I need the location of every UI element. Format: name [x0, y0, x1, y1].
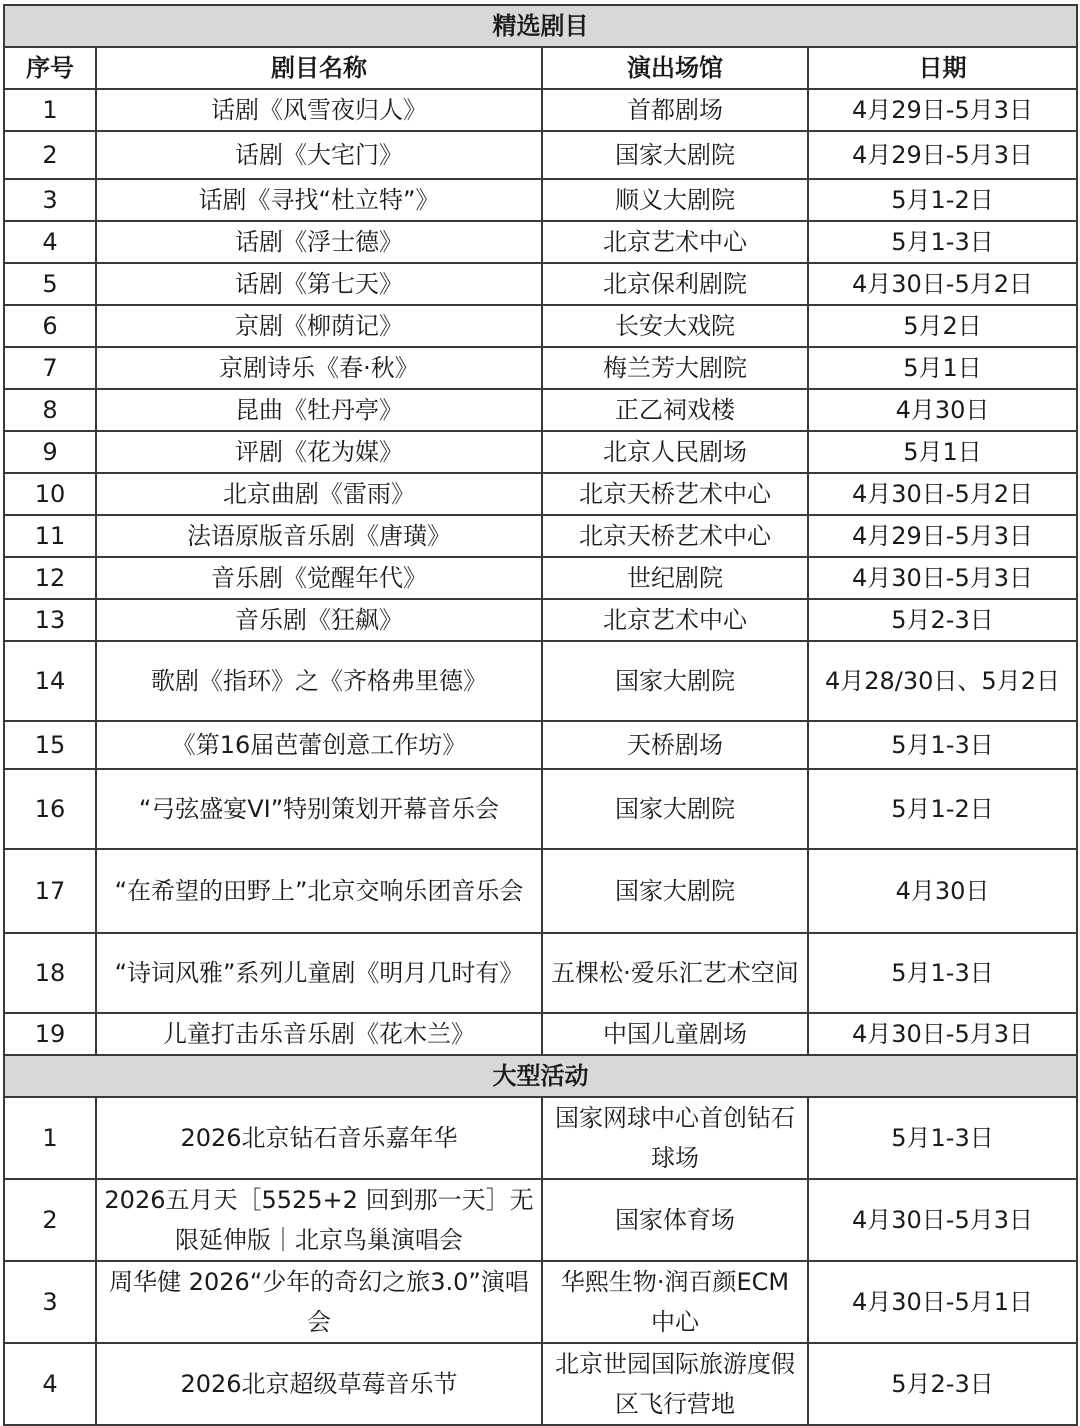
cell-no: 16 [4, 769, 96, 849]
cell-no: 12 [4, 557, 96, 599]
table-row [4, 221, 1077, 263]
table-row [4, 305, 1077, 347]
table-row [4, 599, 1077, 641]
cell-venue: 北京天桥艺术中心 [542, 473, 808, 515]
cell-no: 9 [4, 431, 96, 473]
cell-name: 周华健 2026“少年的奇幻之旅3.0”演唱会 [96, 1261, 542, 1343]
header-no: 序号 [4, 47, 96, 89]
cell-venue: 华熙生物·润百颜ECM中心 [542, 1261, 808, 1343]
section-title-row [4, 5, 1077, 47]
cell-venue: 首都剧场 [542, 89, 808, 131]
cell-name: 法语原版音乐剧《唐璜》 [96, 515, 542, 557]
table-row [4, 263, 1077, 305]
cell-date: 4月29日-5月3日 [808, 515, 1077, 557]
cell-venue: 北京艺术中心 [542, 599, 808, 641]
cell-name: 2026五月天［5525+2 回到那一天］无限延伸版｜北京鸟巢演唱会 [96, 1179, 542, 1261]
cell-name: 京剧诗乐《春·秋》 [96, 347, 542, 389]
cell-venue: 国家大剧院 [542, 641, 808, 721]
table-row [4, 431, 1077, 473]
table-row [4, 347, 1077, 389]
cell-no: 19 [4, 1013, 96, 1055]
cell-no: 8 [4, 389, 96, 431]
cell-name: 昆曲《牡丹亭》 [96, 389, 542, 431]
cell-no: 4 [4, 1343, 96, 1425]
table-row [4, 1097, 1077, 1179]
table-row [4, 515, 1077, 557]
cell-date: 4月30日-5月3日 [808, 1179, 1077, 1261]
table-row [4, 89, 1077, 131]
table-row [4, 721, 1077, 769]
section-title-row [4, 1055, 1077, 1097]
cell-date: 4月30日 [808, 389, 1077, 431]
cell-name: 歌剧《指环》之《齐格弗里德》 [96, 641, 542, 721]
cell-date: 5月2日 [808, 305, 1077, 347]
cell-date: 4月30日-5月2日 [808, 473, 1077, 515]
cell-date: 5月1-3日 [808, 1097, 1077, 1179]
cell-name: 北京曲剧《雷雨》 [96, 473, 542, 515]
cell-name: 话剧《大宅门》 [96, 131, 542, 179]
cell-venue: 北京人民剧场 [542, 431, 808, 473]
cell-no: 10 [4, 473, 96, 515]
cell-no: 15 [4, 721, 96, 769]
cell-venue: 国家大剧院 [542, 131, 808, 179]
cell-no: 3 [4, 1261, 96, 1343]
cell-no: 17 [4, 849, 96, 933]
cell-venue: 梅兰芳大剧院 [542, 347, 808, 389]
cell-date: 4月29日-5月3日 [808, 89, 1077, 131]
cell-venue: 国家网球中心首创钻石球场 [542, 1097, 808, 1179]
cell-date: 4月30日-5月3日 [808, 557, 1077, 599]
cell-venue: 长安大戏院 [542, 305, 808, 347]
cell-name: 京剧《柳荫记》 [96, 305, 542, 347]
cell-venue: 中国儿童剧场 [542, 1013, 808, 1055]
cell-date: 5月1-3日 [808, 933, 1077, 1013]
cell-venue: 北京天桥艺术中心 [542, 515, 808, 557]
schedule-table-body [4, 5, 1077, 1425]
cell-venue: 国家大剧院 [542, 769, 808, 849]
header-date: 日期 [808, 47, 1077, 89]
cell-no: 3 [4, 179, 96, 221]
cell-name: 话剧《风雪夜归人》 [96, 89, 542, 131]
section-title-featured: 精选剧目 [4, 5, 1077, 47]
cell-venue: 天桥剧场 [542, 721, 808, 769]
cell-date: 5月1-3日 [808, 221, 1077, 263]
cell-date: 5月2-3日 [808, 599, 1077, 641]
cell-date: 5月1-2日 [808, 179, 1077, 221]
cell-name: 话剧《浮士德》 [96, 221, 542, 263]
cell-venue: 国家大剧院 [542, 849, 808, 933]
cell-venue: 世纪剧院 [542, 557, 808, 599]
cell-date: 5月1-2日 [808, 769, 1077, 849]
cell-date: 5月1日 [808, 431, 1077, 473]
cell-no: 13 [4, 599, 96, 641]
table-row [4, 1261, 1077, 1343]
cell-name: 话剧《寻找“杜立特”》 [96, 179, 542, 221]
cell-venue: 国家体育场 [542, 1179, 808, 1261]
cell-date: 4月30日 [808, 849, 1077, 933]
cell-venue: 北京保利剧院 [542, 263, 808, 305]
cell-venue: 五棵松·爱乐汇艺术空间 [542, 933, 808, 1013]
cell-name: 音乐剧《狂飙》 [96, 599, 542, 641]
cell-name: 2026北京超级草莓音乐节 [96, 1343, 542, 1425]
cell-no: 14 [4, 641, 96, 721]
cell-date: 4月30日-5月1日 [808, 1261, 1077, 1343]
cell-venue: 正乙祠戏楼 [542, 389, 808, 431]
cell-date: 4月30日-5月3日 [808, 1013, 1077, 1055]
cell-no: 1 [4, 89, 96, 131]
cell-no: 5 [4, 263, 96, 305]
table-row [4, 557, 1077, 599]
cell-no: 7 [4, 347, 96, 389]
header-venue: 演出场馆 [542, 47, 808, 89]
table-row [4, 933, 1077, 1013]
cell-venue: 北京世园国际旅游度假区飞行营地 [542, 1343, 808, 1425]
cell-no: 4 [4, 221, 96, 263]
cell-name: 《第16届芭蕾创意工作坊》 [96, 721, 542, 769]
schedule-table [3, 4, 1078, 1426]
cell-date: 4月30日-5月2日 [808, 263, 1077, 305]
cell-date: 5月1-3日 [808, 721, 1077, 769]
cell-name: 2026北京钻石音乐嘉年华 [96, 1097, 542, 1179]
cell-no: 2 [4, 1179, 96, 1261]
cell-no: 6 [4, 305, 96, 347]
table-row [4, 1343, 1077, 1425]
cell-date: 5月1日 [808, 347, 1077, 389]
header-row [4, 47, 1077, 89]
section-title-events: 大型活动 [4, 1055, 1077, 1097]
cell-no: 2 [4, 131, 96, 179]
cell-no: 1 [4, 1097, 96, 1179]
table-row [4, 641, 1077, 721]
cell-name: “在希望的田野上”北京交响乐团音乐会 [96, 849, 542, 933]
cell-date: 5月2-3日 [808, 1343, 1077, 1425]
table-row [4, 849, 1077, 933]
cell-venue: 顺义大剧院 [542, 179, 808, 221]
cell-no: 11 [4, 515, 96, 557]
cell-name: 儿童打击乐音乐剧《花木兰》 [96, 1013, 542, 1055]
cell-date: 4月28/30日、5月2日 [808, 641, 1077, 721]
cell-date: 4月29日-5月3日 [808, 131, 1077, 179]
cell-name: “弓弦盛宴VI”特别策划开幕音乐会 [96, 769, 542, 849]
table-row [4, 1013, 1077, 1055]
table-row [4, 769, 1077, 849]
cell-name: 话剧《第七天》 [96, 263, 542, 305]
table-row [4, 131, 1077, 179]
header-name: 剧目名称 [96, 47, 542, 89]
table-row [4, 473, 1077, 515]
table-row [4, 179, 1077, 221]
cell-no: 18 [4, 933, 96, 1013]
cell-name: 音乐剧《觉醒年代》 [96, 557, 542, 599]
table-row [4, 389, 1077, 431]
table-row [4, 1179, 1077, 1261]
cell-name: 评剧《花为媒》 [96, 431, 542, 473]
cell-name: “诗词风雅”系列儿童剧《明月几时有》 [96, 933, 542, 1013]
cell-venue: 北京艺术中心 [542, 221, 808, 263]
